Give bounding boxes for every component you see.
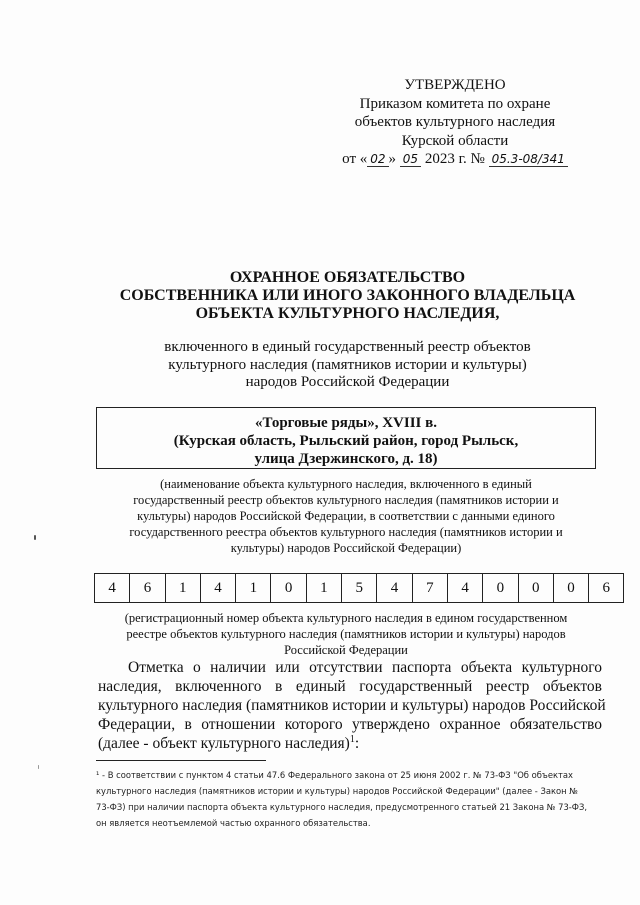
order-number-handwritten: 05.3-08/341 [489, 153, 568, 167]
reg-digit: 4 [95, 574, 130, 602]
reg-digit: 7 [413, 574, 448, 602]
approval-region: Курской области [401, 132, 509, 149]
paragraph-line: Отметка о наличии или отсутствии паспорта объекта культурного [128, 659, 602, 676]
date-year: 2023 г. № [424, 151, 485, 167]
included-text [60, 339, 635, 392]
reg-digit: 5 [342, 574, 377, 602]
footnote-divider [96, 760, 266, 761]
title-line-3: ОБЪЕКТА КУЛЬТУРНОГО НАСЛЕДИЯ, [195, 305, 500, 322]
registration-caption [96, 610, 596, 658]
object-name: «Торговые ряды», XVIII в. [255, 415, 437, 431]
date-day-handwritten: 02 [367, 153, 388, 167]
paragraph-line: культурного наследия (памятников истории и культуры) народов Российской [98, 697, 606, 714]
object-caption [96, 476, 596, 556]
scan-speck [38, 765, 39, 769]
included-line-3: народов Российской Федерации [245, 374, 450, 390]
document-title [60, 269, 635, 323]
reg-digit: 6 [130, 574, 165, 602]
registration-number-grid [94, 573, 624, 603]
approval-heading: УТВЕРЖДЕНО [404, 77, 506, 93]
footnote-line: 73-ФЗ) при наличии паспорта объекта культурного наследия, предусмотренного статьей 21 Закона № 73-ФЗ, [96, 802, 588, 812]
object-caption-line: государственного реестра объектов культурного наследия (памятников истории и [129, 525, 563, 539]
approval-authority-2: объектов культурного наследия [354, 114, 556, 130]
reg-digit: 4 [377, 574, 412, 602]
reg-digit: 4 [448, 574, 483, 602]
included-line-2: культурного наследия (памятников истории и культуры) [168, 356, 527, 373]
paragraph-last-line [98, 734, 602, 753]
approval-block [300, 76, 610, 169]
registration-caption-line: (регистрационный номер объекта культурного наследия в едином государственном [124, 611, 568, 625]
object-address-1: (Курская область, Рыльский район, город Рыльск, [173, 433, 519, 449]
approval-date-line [300, 150, 610, 169]
object-caption-line: культуры) народов Российской Федерации, в соответствии с данными единого [137, 509, 555, 523]
date-sep: » [388, 151, 397, 167]
reg-digit: 0 [483, 574, 518, 602]
object-caption-line: культуры) народов Российской Федерации) [230, 541, 462, 555]
footnote-line: он является неотъемлемой частью охранного обязательства. [96, 818, 371, 828]
reg-digit: 0 [271, 574, 306, 602]
passport-paragraph [98, 658, 606, 753]
paragraph-line: Федерации, в отношении которого утверждено охранное обязательство [98, 716, 602, 733]
reg-digit: 6 [589, 574, 624, 602]
reg-digit: 1 [236, 574, 271, 602]
reg-digit: 0 [519, 574, 554, 602]
object-caption-line: государственный реестр объектов культурного наследия (памятников истории и [133, 493, 559, 507]
registration-caption-line: Российской Федерации [284, 643, 408, 657]
reg-digit: 4 [201, 574, 236, 602]
reg-digit: 1 [166, 574, 201, 602]
title-line-1: ОХРАННОЕ ОБЯЗАТЕЛЬСТВО [229, 269, 466, 286]
date-prefix: от « [342, 151, 368, 167]
paragraph-line: наследия, включенного в единый государственный реестр объектов [98, 678, 602, 695]
reg-digit: 1 [307, 574, 342, 602]
footnote-line: ¹ - В соответствии с пунктом 4 статьи 47.6 Федерального закона от 25 июня 2002 г. № 73-ФЗ "Об объектах [96, 770, 573, 780]
footnote-line: культурного наследия (памятников истории и культуры) народов Российской Федерации" (далее - Закон № [96, 786, 579, 796]
paragraph-colon: : [354, 735, 360, 752]
object-name-box [96, 407, 596, 469]
approval-authority: Приказом комитета по охране [359, 95, 551, 112]
included-line-1: включенного в единый государственный реестр объектов [164, 339, 531, 355]
registration-caption-line: реестре объектов культурного наследия (памятников истории и культуры) народов [126, 627, 566, 641]
scan-speck [34, 535, 36, 540]
footnote [96, 767, 608, 831]
object-address-2: улица Дзержинского, д. 18) [254, 451, 438, 467]
paragraph-line: (далее - объект культурного наследия) [98, 735, 350, 752]
footnote-reference: 1 [349, 733, 355, 745]
date-month-handwritten: 05 [400, 153, 421, 167]
object-caption-line: (наименование объекта культурного наследия, включенного в единый [160, 477, 532, 491]
title-line-2: СОБСТВЕННИКА ИЛИ ИНОГО ЗАКОННОГО ВЛАДЕЛЬЦА [119, 287, 576, 304]
reg-digit: 0 [554, 574, 589, 602]
